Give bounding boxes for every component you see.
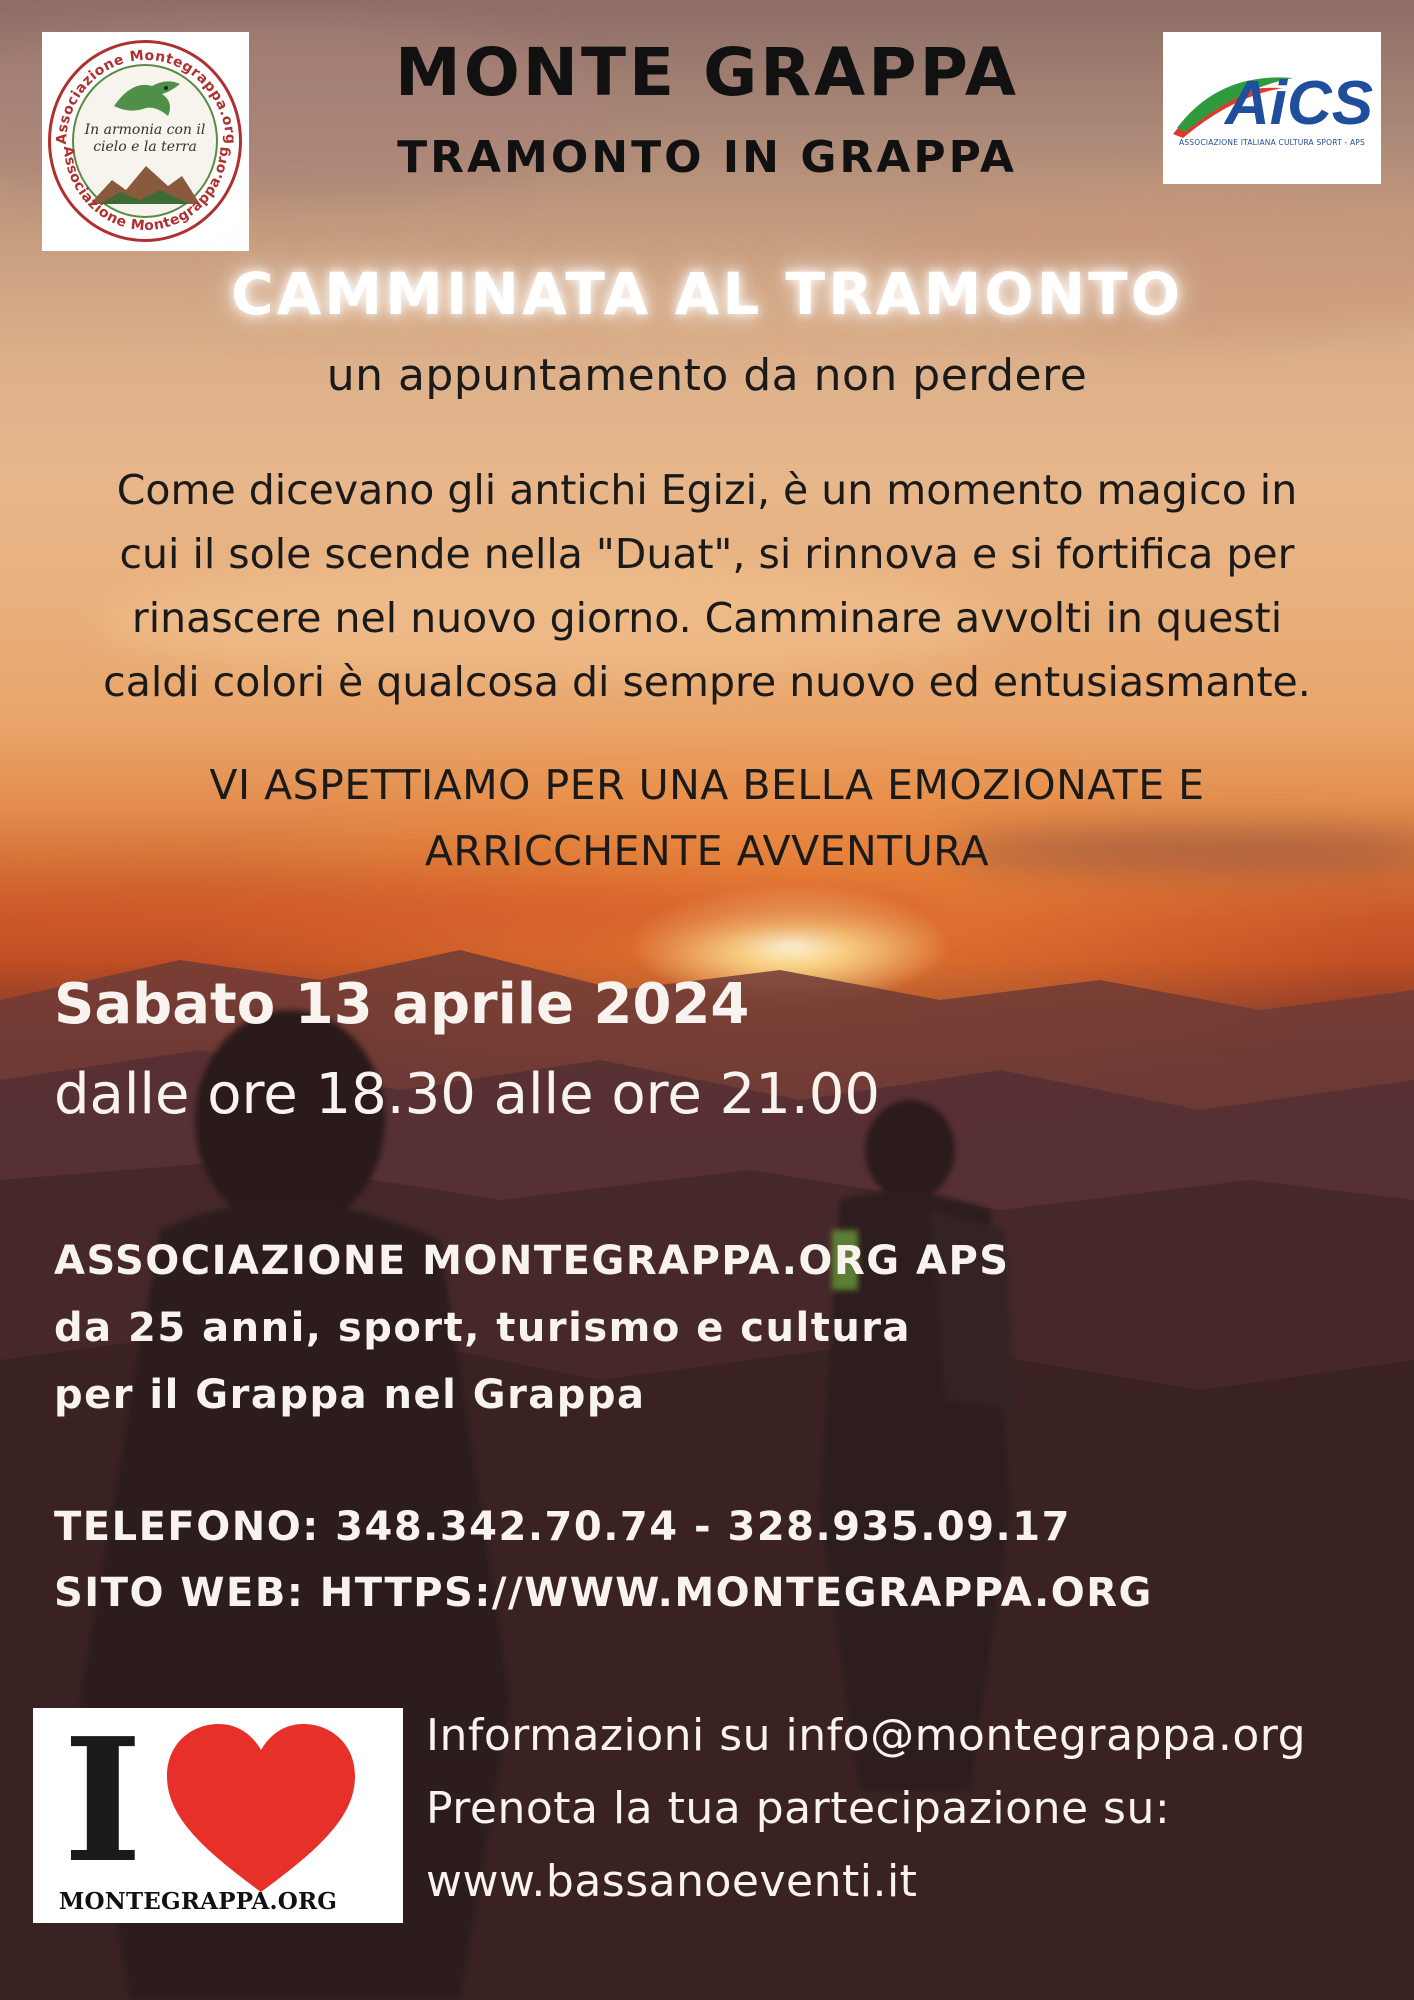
i-letter: I [63,1701,143,1901]
description-line: Come dicevano gli antichi Egizi, è un momento magico in [116,466,1298,514]
description-line: rinascere nel nuovo giorno. Camminare avvolti in questi [131,594,1283,642]
organization-tagline: da 25 anni, sport, turismo e cultura [54,1305,912,1351]
organization-website: SITO WEB: HTTPS://WWW.MONTEGRAPPA.ORG [54,1570,1153,1616]
heart-icon [161,1720,361,1900]
event-invite [0,752,1414,884]
poster-title: MONTE GRAPPA [395,34,1019,111]
aics-subtitle: ASSOCIAZIONE ITALIANA CULTURA SPORT - APS [1179,138,1365,147]
event-headline: CAMMINATA AL TRAMONTO [230,260,1184,328]
event-tagline: un appuntamento da non perdere [326,350,1088,401]
logo-caption: MONTEGRAPPA.ORG [58,1888,338,1915]
invite-line: ARRICCHENTE AVVENTURA [424,827,990,875]
event-date: Sabato 13 aprile 2024 [54,972,750,1037]
logo-motto-line2: cielo e la terra [93,139,197,155]
booking-link[interactable]: www.bassanoeventi.it [426,1856,918,1907]
sky-cloud [0,880,950,940]
aics-brand-text: AiCS [1225,69,1374,138]
poster-subtitle: TRAMONTO IN GRAPPA [397,132,1017,183]
organization-motto: per il Grappa nel Grappa [54,1372,646,1418]
hiker-silhouette-right [780,1090,1040,1790]
contact-info: Informazioni su info@montegrappa.org [426,1710,1307,1761]
i-love-montegrappa-logo [33,1701,403,1923]
event-description [40,458,1374,714]
logo-arc-top: Associazione Montegrappa.org [53,47,239,145]
invite-line: VI ASPETTIAMO PER UNA BELLA EMOZIONATE E [209,761,1205,809]
organization-phone: TELEFONO: 348.342.70.74 - 328.935.09.17 [54,1504,1071,1550]
logo-motto-line1: In armonia con il [84,122,206,138]
description-line: caldi colori è qualcosa di sempre nuovo ed entusiasmante. [103,658,1311,706]
booking-text: Prenota la tua partecipazione su: [426,1783,1171,1834]
description-line: cui il sole scende nella "Duat", si rinnova e si fortifica per [119,530,1295,578]
event-time: dalle ore 18.30 alle ore 21.00 [54,1062,880,1127]
organization-name: ASSOCIAZIONE MONTEGRAPPA.ORG APS [54,1238,1010,1284]
logo-arc-bottom: Associazione Montegrappa.org [59,145,233,235]
